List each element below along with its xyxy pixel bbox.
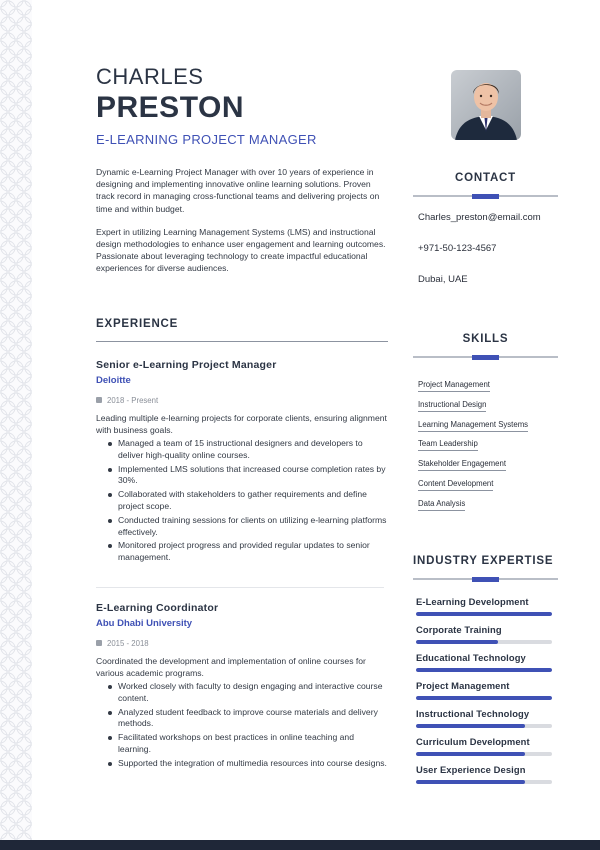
job-dates-text: 2018 - Present xyxy=(107,395,159,405)
footer-bar xyxy=(0,840,600,850)
skill-tag: Data Analysis xyxy=(418,499,465,511)
first-name: CHARLES xyxy=(96,64,204,89)
skills-list xyxy=(418,374,558,513)
expertise-heading: INDUSTRY EXPERTISE xyxy=(413,555,554,567)
job-company: Deloitte xyxy=(96,374,131,386)
calendar-icon xyxy=(96,397,102,403)
expertise-label: Curriculum Development xyxy=(416,736,530,747)
decorative-pattern xyxy=(0,0,32,850)
profile-photo xyxy=(451,70,521,140)
last-name: PRESTON xyxy=(96,91,244,124)
contact-divider xyxy=(413,195,558,197)
divider-accent xyxy=(472,355,499,360)
list-item: Facilitated workshops on best practices in online teaching and learning. xyxy=(106,732,388,756)
skill-tag: Team Leadership xyxy=(418,439,478,451)
divider xyxy=(96,587,384,588)
job-dates-text: 2015 - 2018 xyxy=(107,638,149,648)
job-entry xyxy=(96,360,388,566)
expertise-bar-fill xyxy=(416,696,552,700)
job-title: E-LEARNING PROJECT MANAGER xyxy=(96,132,317,147)
expertise-item xyxy=(416,708,556,736)
expertise-bar-fill xyxy=(416,752,525,756)
job-bullets xyxy=(106,681,388,770)
list-item: Managed a team of 15 instructional designers and developers to deliver high-quality online courses. xyxy=(106,438,388,462)
list-item: Conducted training sessions for clients on utilizing e-learning platforms effectively. xyxy=(106,515,388,539)
expertise-bar-fill xyxy=(416,640,498,644)
expertise-bar-fill xyxy=(416,612,552,616)
experience-heading: EXPERIENCE xyxy=(96,318,179,330)
expertise-label: User Experience Design xyxy=(416,764,526,775)
expertise-item xyxy=(416,680,556,708)
expertise-bar-fill xyxy=(416,780,525,784)
expertise-list xyxy=(416,596,556,792)
divider-accent xyxy=(472,194,499,199)
expertise-label: E-Learning Development xyxy=(416,596,529,607)
expertise-bar xyxy=(416,780,552,784)
expertise-label: Corporate Training xyxy=(416,624,502,635)
skills-heading: SKILLS xyxy=(462,333,509,345)
list-item: Monitored project progress and provided regular updates to senior management. xyxy=(106,540,388,564)
list-item: Implemented LMS solutions that increased course completion rates by 30%. xyxy=(106,464,388,488)
profile-summary xyxy=(96,166,388,275)
summary-paragraph: Expert in utilizing Learning Management Systems (LMS) and instructional design methodologies to enhance user engagement and learning outcomes. Passionate about leveraging technology to create impactful educational experiences for diverse audiences. xyxy=(96,226,386,274)
contact-phone[interactable]: +971-50-123-4567 xyxy=(418,243,497,254)
expertise-bar xyxy=(416,668,552,672)
job-dates xyxy=(96,638,388,650)
expertise-bar xyxy=(416,696,552,700)
divider xyxy=(96,341,388,342)
expertise-bar xyxy=(416,752,552,756)
skills-divider xyxy=(413,356,558,358)
expertise-label: Educational Technology xyxy=(416,652,526,663)
experience-section-header xyxy=(96,318,388,342)
job-description: Leading multiple e-learning projects for corporate clients, ensuring alignment with business goals. xyxy=(96,413,387,436)
calendar-icon xyxy=(96,640,102,646)
skill-tag: Instructional Design xyxy=(418,400,486,412)
expertise-item xyxy=(416,652,556,680)
job-company: Abu Dhabi University xyxy=(96,617,193,629)
list-item: Collaborated with stakeholders to gather requirements and define project scope. xyxy=(106,489,388,513)
expertise-item xyxy=(416,736,556,764)
list-item: Worked closely with faculty to design engaging and interactive course content. xyxy=(106,681,388,705)
expertise-bar xyxy=(416,612,552,616)
expertise-label: Project Management xyxy=(416,680,510,691)
job-description: Coordinated the development and implementation of online courses for various academic programs. xyxy=(96,656,366,679)
job-role: E-Learning Coordinator xyxy=(96,602,219,614)
expertise-bar xyxy=(416,724,552,728)
summary-paragraph: Dynamic e-Learning Project Manager with over 10 years of experience in designing and implementing innovative online learning solutions. Proven track record in managing cross-functional teams and delivering projects on time and within budget. xyxy=(96,167,380,214)
expertise-divider xyxy=(413,578,558,580)
contact-location: Dubai, UAE xyxy=(418,274,468,285)
resume-header xyxy=(96,64,416,147)
expertise-label: Instructional Technology xyxy=(416,708,530,719)
expertise-bar-fill xyxy=(416,668,552,672)
expertise-item xyxy=(416,764,556,792)
expertise-item xyxy=(416,624,556,652)
job-role: Senior e-Learning Project Manager xyxy=(96,359,277,371)
expertise-item xyxy=(416,596,556,624)
job-dates xyxy=(96,395,388,407)
list-item: Supported the integration of multimedia resources into course designs. xyxy=(106,758,388,770)
list-item: Analyzed student feedback to improve course materials and delivery methods. xyxy=(106,707,388,731)
expertise-bar-fill xyxy=(416,724,525,728)
contact-heading: CONTACT xyxy=(455,172,516,184)
divider-accent xyxy=(472,577,499,582)
skill-tag: Learning Management Systems xyxy=(418,420,528,432)
contact-email[interactable]: Charles_preston@email.com xyxy=(418,212,541,223)
expertise-bar xyxy=(416,640,552,644)
skill-tag: Content Development xyxy=(418,479,493,491)
job-entry xyxy=(96,603,388,772)
skill-tag: Stakeholder Engagement xyxy=(418,459,506,471)
skill-tag: Project Management xyxy=(418,380,490,392)
job-bullets xyxy=(106,438,388,564)
